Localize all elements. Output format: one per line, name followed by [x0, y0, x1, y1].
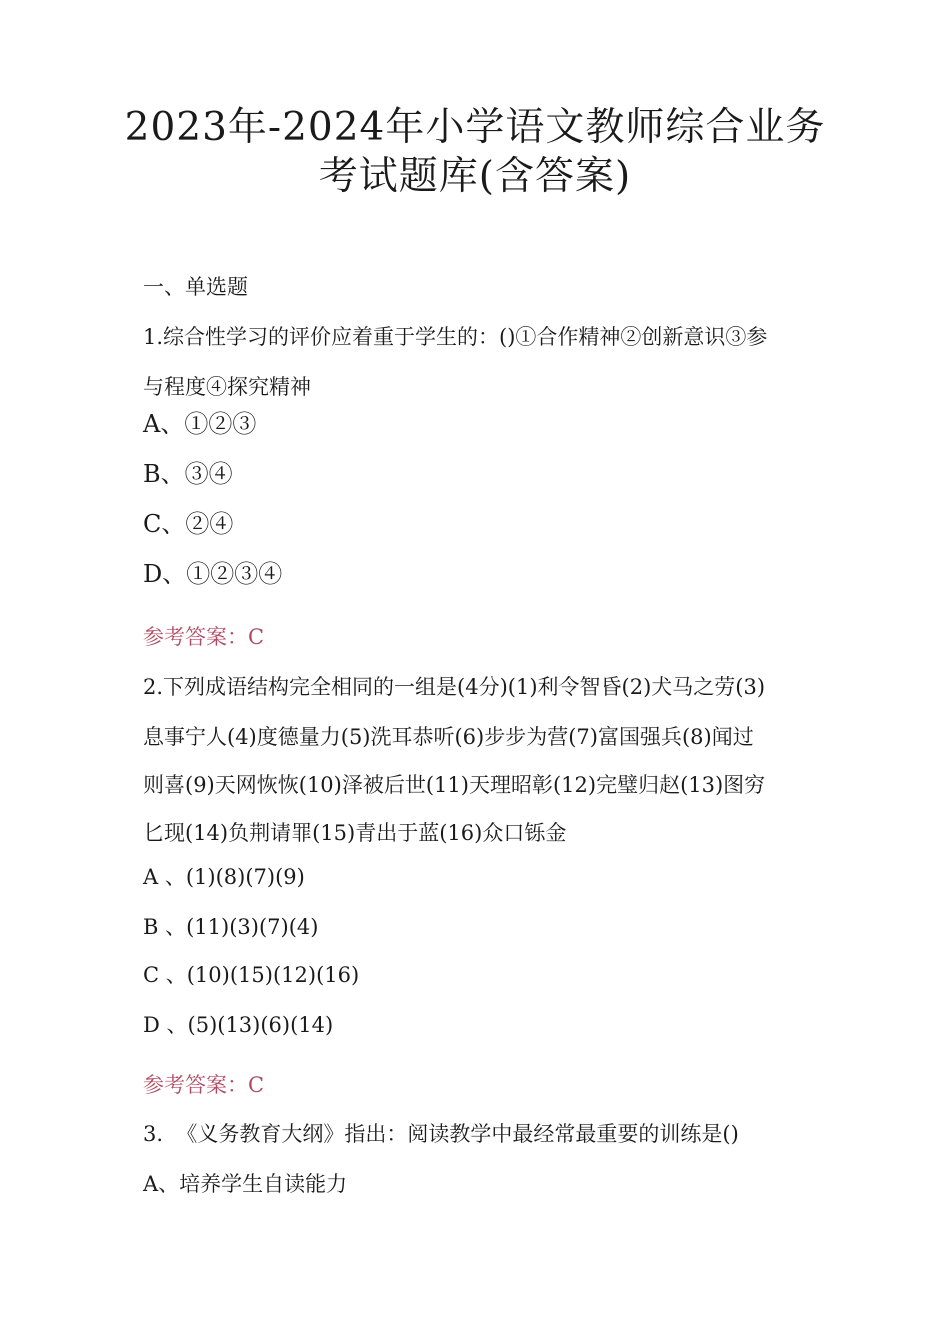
question-1-option-c: C、②④ — [143, 510, 234, 538]
question-2-stem-line: 息事宁人(4)度德量力(5)洗耳恭听(6)步步为营(7)富国强兵(8)闻过 — [143, 725, 754, 749]
document-title-line-2: 考试题库(含答案) — [318, 154, 632, 199]
question-1-option-b: B、③④ — [143, 460, 233, 488]
document-title-line-1: 2023年-2024年小学语文教师综合业务 — [124, 105, 826, 150]
section-heading: 一、单选题 — [143, 275, 248, 299]
question-3-option-a: A、培养学生自读能力 — [143, 1172, 348, 1196]
question-2-option-b: B 、(11)(3)(7)(4) — [143, 915, 319, 939]
question-1-option-a: A、①②③ — [143, 410, 257, 438]
question-1-answer: 参考答案：C — [143, 625, 265, 649]
question-2-stem-line: 则喜(9)天网恢恢(10)泽被后世(11)天理昭彰(12)完璧归赵(13)图穷 — [143, 773, 766, 797]
question-2-stem-line: 匕现(14)负荆请罪(15)青出于蓝(16)众口铄金 — [143, 821, 567, 845]
question-1-stem-line: 1.综合性学习的评价应着重于学生的：()①合作精神②创新意识③参 — [143, 325, 768, 349]
question-2-option-d: D 、(5)(13)(6)(14) — [143, 1013, 334, 1037]
question-1-option-d: D、①②③④ — [143, 560, 283, 588]
question-2-option-a: A 、(1)(8)(7)(9) — [143, 865, 305, 889]
question-3-stem-line: 3. 《义务教育大纲》指出：阅读教学中最经常最重要的训练是() — [143, 1122, 739, 1146]
question-2-option-c: C 、(10)(15)(12)(16) — [143, 963, 360, 987]
question-2-stem-line: 2.下列成语结构完全相同的一组是(4分)(1)利令智昏(2)犬马之劳(3) — [143, 675, 766, 699]
question-2-answer: 参考答案：C — [143, 1073, 265, 1097]
question-1-stem-line: 与程度④探究精神 — [143, 375, 311, 399]
